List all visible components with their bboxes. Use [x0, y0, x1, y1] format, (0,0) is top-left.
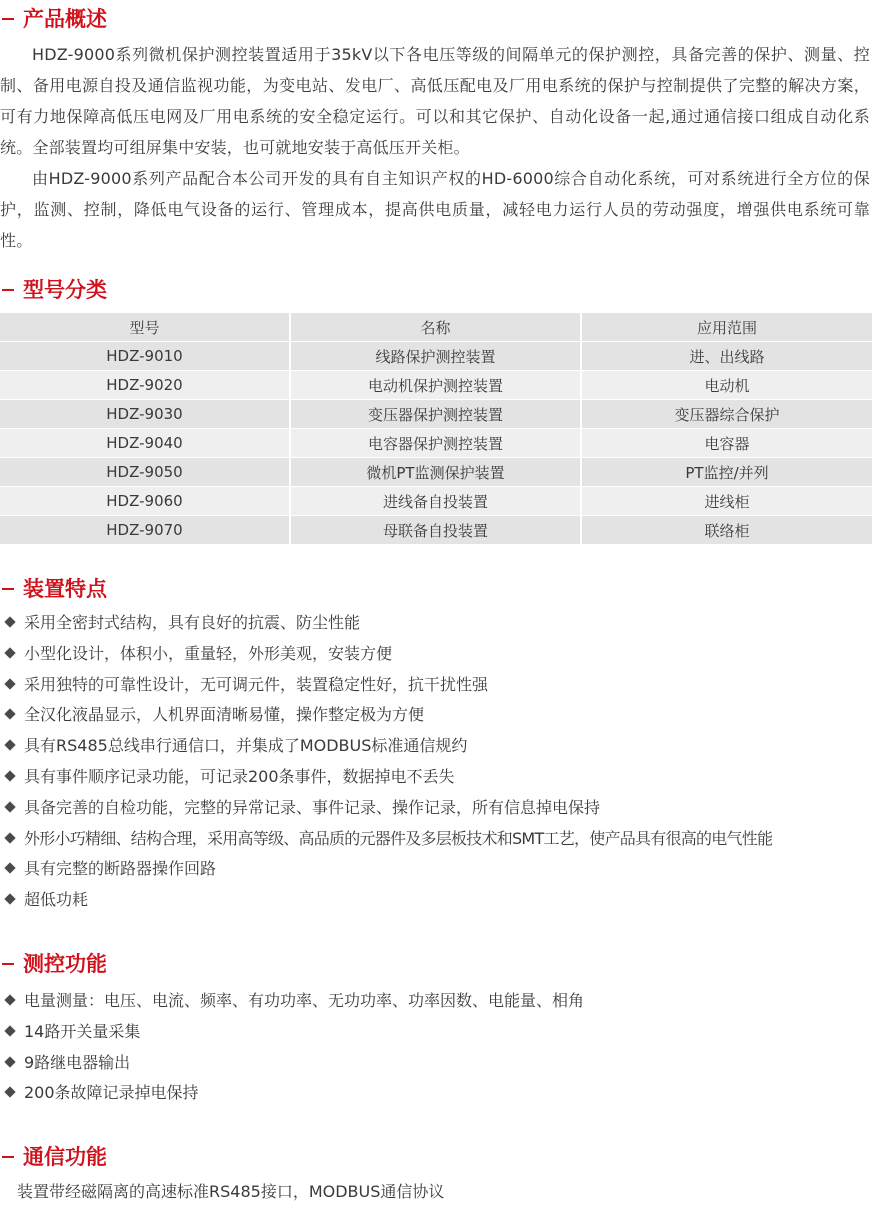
- section-title-text: 型号分类: [23, 278, 107, 302]
- section-title-text: 装置特点: [23, 577, 107, 601]
- table-header-row: [0, 313, 872, 342]
- table-cell-model: HDZ-9040: [0, 429, 290, 458]
- list-item: 9路继电器输出: [0, 1048, 584, 1079]
- list-item: 小型化设计，体积小，重量轻，外形美观，安装方便: [0, 639, 772, 670]
- section-title-features: [0, 574, 107, 604]
- list-item: 超低功耗: [0, 885, 772, 916]
- communication-text: 装置带经磁隔离的高速标准RS485接口，MODBUS通信协议: [17, 1182, 445, 1201]
- section-title-text: 测控功能: [23, 952, 107, 976]
- section-title-measurement: [0, 949, 107, 979]
- list-item: 具有事件顺序记录功能，可记录200条事件，数据掉电不丢失: [0, 762, 772, 793]
- table-cell-application: 联络柜: [581, 516, 872, 545]
- list-item: 14路开关量采集: [0, 1017, 584, 1048]
- table-cell-name: 进线备自投装置: [290, 487, 581, 516]
- section-dash-icon: [2, 1156, 14, 1158]
- table-cell-application: 电容器: [581, 429, 872, 458]
- list-item: 采用全密封式结构，具有良好的抗震、防尘性能: [0, 608, 772, 639]
- section-dash-icon: [2, 963, 14, 965]
- list-item: 具备完善的自检功能，完整的异常记录、事件记录、操作记录，所有信息掉电保持: [0, 793, 772, 824]
- table-row: [0, 429, 872, 458]
- table-row: [0, 487, 872, 516]
- overview-paragraph-1: HDZ-9000系列微机保护测控装置适用于35kV以下各电压等级的间隔单元的保护测控，具备完善的保护、测量、控制、备用电源自投及通信监视功能，为变电站、发电厂、高低压配电及厂用电系统的保护与控制提供了完整的解决方案，可有力地保障高低压电网及厂用电系统的安全稳定运行。可以和其它保护、自动化设备一起,通过通信接口组成自动化系统。全部装置均可组屏集中安装，也可就地安装于高低压开关柜。: [0, 45, 870, 157]
- section-title-communication: [0, 1142, 107, 1172]
- table-row: [0, 458, 872, 487]
- section-title-text: 产品概述: [23, 7, 107, 31]
- measurement-list: [0, 986, 584, 1109]
- list-item: 电量测量：电压、电流、频率、有功功率、无功功率、功率因数、电能量、相角: [0, 986, 584, 1017]
- diamond-bullet-icon: [4, 832, 15, 843]
- diamond-bullet-icon: [4, 647, 15, 658]
- table-row: [0, 342, 872, 371]
- section-dash-icon: [2, 588, 14, 590]
- list-item: 200条故障记录掉电保持: [0, 1078, 584, 1109]
- table-cell-name: 线路保护测控装置: [290, 342, 581, 371]
- table-cell-application: PT监控/并列: [581, 458, 872, 487]
- table-row: [0, 371, 872, 400]
- table-header-model: 型号: [0, 313, 290, 342]
- list-item: 采用独特的可靠性设计，无可调元件，装置稳定性好，抗干扰性强: [0, 670, 772, 701]
- table-cell-model: HDZ-9060: [0, 487, 290, 516]
- table-row: [0, 516, 872, 545]
- diamond-bullet-icon: [4, 994, 15, 1005]
- list-item: 外形小巧精细、结构合理，采用高等级、高品质的元器件及多层板技术和SMT工艺，使产品具有很高的电气性能: [0, 824, 772, 855]
- table-cell-name: 变压器保护测控装置: [290, 400, 581, 429]
- list-item: 具有RS485总线串行通信口，并集成了MODBUS标准通信规约: [0, 731, 772, 762]
- diamond-bullet-icon: [4, 894, 15, 905]
- diamond-bullet-icon: [4, 616, 15, 627]
- features-list: [0, 608, 772, 916]
- section-dash-icon: [2, 289, 14, 291]
- table-cell-application: 进、出线路: [581, 342, 872, 371]
- list-item: 全汉化液晶显示，人机界面清晰易懂，操作整定极为方便: [0, 700, 772, 731]
- table-header-name: 名称: [290, 313, 581, 342]
- diamond-bullet-icon: [4, 1056, 15, 1067]
- table-cell-model: HDZ-9050: [0, 458, 290, 487]
- table-cell-name: 电动机保护测控装置: [290, 371, 581, 400]
- table-header-application: 应用范围: [581, 313, 872, 342]
- diamond-bullet-icon: [4, 863, 15, 874]
- model-table: [0, 313, 872, 545]
- table-cell-model: HDZ-9030: [0, 400, 290, 429]
- table-cell-name: 微机PT监测保护装置: [290, 458, 581, 487]
- table-cell-name: 母联备自投装置: [290, 516, 581, 545]
- table-row: [0, 400, 872, 429]
- diamond-bullet-icon: [4, 770, 15, 781]
- overview-paragraph-2: 由HDZ-9000系列产品配合本公司开发的具有自主知识产权的HD-6000综合自动化系统，可对系统进行全方位的保护，监测、控制，降低电气设备的运行、管理成本，提高供电质量，减轻电力运行人员的劳动强度，增强供电系统可靠性。: [0, 169, 870, 250]
- table-cell-model: HDZ-9010: [0, 342, 290, 371]
- table-cell-application: 变压器综合保护: [581, 400, 872, 429]
- diamond-bullet-icon: [4, 1025, 15, 1036]
- table-cell-application: 电动机: [581, 371, 872, 400]
- diamond-bullet-icon: [4, 1087, 15, 1098]
- section-title-models: [0, 275, 107, 305]
- diamond-bullet-icon: [4, 709, 15, 720]
- diamond-bullet-icon: [4, 740, 15, 751]
- section-title-text: 通信功能: [23, 1145, 107, 1169]
- diamond-bullet-icon: [4, 801, 15, 812]
- section-title-overview: [0, 4, 107, 34]
- table-cell-model: HDZ-9070: [0, 516, 290, 545]
- list-item: 具有完整的断路器操作回路: [0, 854, 772, 885]
- section-dash-icon: [2, 18, 14, 20]
- table-cell-application: 进线柜: [581, 487, 872, 516]
- diamond-bullet-icon: [4, 678, 15, 689]
- table-cell-model: HDZ-9020: [0, 371, 290, 400]
- table-cell-name: 电容器保护测控装置: [290, 429, 581, 458]
